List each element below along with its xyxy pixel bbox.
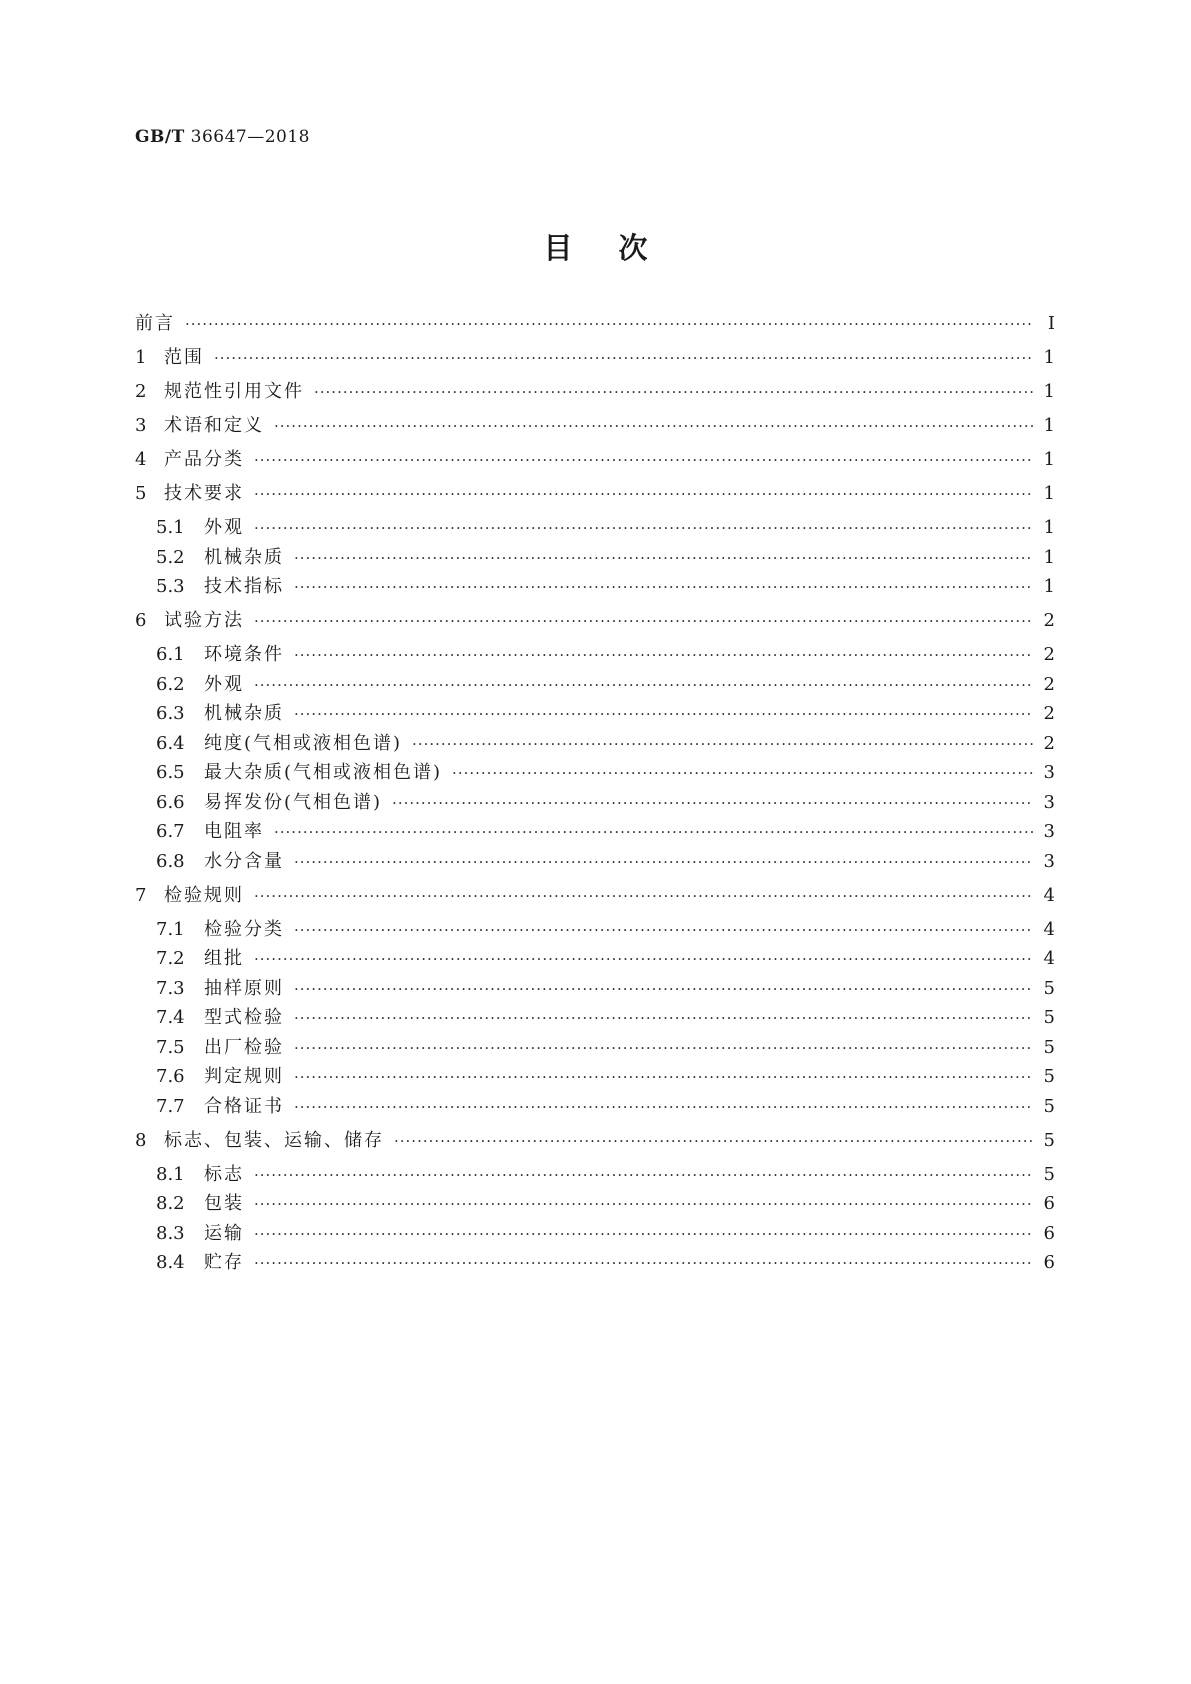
toc-entry-number: 6 — [135, 610, 147, 631]
toc-entry-number: 8.2 — [156, 1193, 185, 1214]
toc-entry[interactable] — [135, 380, 1055, 404]
toc-entry-page: 3 — [1043, 762, 1055, 783]
toc-entry[interactable] — [135, 791, 1055, 815]
toc-entry-label: 机械杂质 — [204, 703, 284, 724]
toc-leader-dots — [254, 884, 1033, 908]
toc-entry[interactable] — [135, 575, 1055, 599]
toc-entry[interactable] — [135, 516, 1055, 540]
toc-entry-label: 机械杂质 — [204, 546, 284, 568]
page-title: 目次 — [543, 231, 694, 265]
toc-entry-label: 标志 — [204, 1163, 244, 1185]
toc-entry-label: 规范性引用文件 — [164, 381, 304, 402]
toc-leader-dots — [294, 850, 1033, 874]
toc-leader-dots — [254, 1222, 1033, 1246]
toc-leader-dots — [274, 820, 1033, 844]
toc-entry-label: 技术要求 — [164, 483, 244, 504]
toc-entry-label: 环境条件 — [204, 644, 284, 665]
toc-leader-dots — [294, 546, 1033, 570]
toc-entry-page: 1 — [1043, 546, 1055, 568]
toc-entry-label: 试验方法 — [164, 610, 244, 631]
toc-entry-number: 6.6 — [156, 791, 185, 813]
toc-entry[interactable] — [135, 1006, 1055, 1030]
toc-entry-page: 1 — [1043, 381, 1055, 402]
toc-leader-dots — [314, 380, 1033, 404]
toc-leader-dots — [412, 732, 1033, 756]
toc-leader-dots — [254, 1163, 1033, 1187]
toc-entry-label: 运输 — [204, 1222, 244, 1244]
standard-prefix: GB/T — [135, 127, 185, 147]
toc-leader-dots — [254, 609, 1033, 633]
toc-entry-number: 8 — [135, 1129, 147, 1151]
toc-entry-page: 1 — [1043, 483, 1055, 504]
toc-leader-dots — [392, 791, 1033, 815]
toc-entry-page: 4 — [1043, 884, 1055, 906]
toc-entry-page: 1 — [1043, 415, 1055, 436]
toc-entry-label: 水分含量 — [204, 850, 284, 872]
toc-leader-dots — [254, 482, 1033, 506]
toc-entry-label: 抽样原则 — [204, 977, 284, 999]
standard-code: 36647—2018 — [190, 127, 310, 147]
toc-entry-number: 2 — [135, 381, 147, 402]
toc-entry-page: 2 — [1043, 732, 1055, 754]
toc-entry[interactable] — [135, 761, 1055, 785]
toc-leader-dots — [214, 346, 1033, 370]
toc-entry[interactable] — [135, 977, 1055, 1001]
toc-entry[interactable] — [135, 1251, 1055, 1275]
toc-entry[interactable] — [135, 414, 1055, 438]
toc-entry-page: 4 — [1043, 948, 1055, 969]
toc-entry[interactable] — [135, 820, 1055, 844]
toc-entry[interactable] — [135, 312, 1055, 336]
toc-entry[interactable] — [135, 643, 1055, 667]
toc-entry-number: 6.2 — [156, 673, 185, 695]
toc-leader-dots — [274, 414, 1033, 438]
toc-leader-dots — [254, 448, 1033, 472]
toc-entry-page: 2 — [1043, 644, 1055, 665]
toc-entry[interactable] — [135, 918, 1055, 942]
toc-entry-label: 判定规则 — [204, 1066, 284, 1087]
toc-entry-label: 检验分类 — [204, 918, 284, 940]
toc-entry-page: 1 — [1043, 347, 1055, 368]
toc-leader-dots — [254, 1192, 1033, 1216]
toc-entry-page: 5 — [1043, 1163, 1055, 1185]
toc-entry-page: 2 — [1043, 610, 1055, 631]
toc-leader-dots — [394, 1129, 1033, 1153]
toc-entry-label: 外观 — [204, 517, 244, 538]
toc-entry-label: 组批 — [204, 948, 244, 969]
toc-entry-number: 6.7 — [156, 821, 185, 842]
toc-entry-number: 8.1 — [156, 1163, 185, 1185]
toc-entry-number: 7.2 — [156, 948, 185, 969]
toc-entry-page: 5 — [1043, 1007, 1055, 1028]
toc-entry-label: 型式检验 — [204, 1007, 284, 1028]
toc-entry-label: 标志、包装、运输、储存 — [164, 1129, 384, 1151]
toc-entry-number: 7.3 — [156, 977, 185, 999]
toc-entry[interactable] — [135, 482, 1055, 506]
toc-entry-label: 外观 — [204, 673, 244, 695]
toc-leader-dots — [254, 516, 1033, 540]
toc-entry-number: 8.4 — [156, 1252, 185, 1273]
toc-entry-number: 7.5 — [156, 1036, 185, 1058]
toc-leader-dots — [294, 702, 1033, 726]
toc-entry-page: Ⅰ — [1047, 313, 1055, 334]
toc-entry-page: 1 — [1043, 449, 1055, 470]
toc-entry-page: 5 — [1043, 1036, 1055, 1058]
toc-entry-label: 贮存 — [204, 1252, 244, 1273]
toc-entry-label: 纯度(气相或液相色谱) — [204, 732, 403, 754]
toc-entry-number: 7.1 — [156, 918, 185, 940]
toc-entry-page: 5 — [1043, 1066, 1055, 1087]
toc-entry-number: 5.3 — [156, 576, 185, 597]
toc-leader-dots — [185, 312, 1033, 336]
toc-entry[interactable] — [135, 546, 1055, 570]
toc-entry[interactable] — [135, 884, 1055, 908]
toc-entry-number: 6.5 — [156, 762, 185, 783]
toc-entry[interactable] — [135, 1095, 1055, 1119]
toc-entry-number: 5.1 — [156, 517, 185, 538]
toc-entry-page: 5 — [1043, 1129, 1055, 1151]
toc-leader-dots — [294, 1036, 1033, 1060]
toc-entry[interactable] — [135, 609, 1055, 633]
toc-entry-page: 2 — [1043, 703, 1055, 724]
toc-entry-number: 3 — [135, 415, 147, 436]
toc-entry[interactable] — [135, 702, 1055, 726]
toc-entry-label: 前言 — [135, 313, 175, 334]
toc-leader-dots — [294, 1006, 1033, 1030]
toc-entry-label: 包装 — [204, 1193, 244, 1214]
toc-leader-dots — [294, 918, 1033, 942]
toc-leader-dots — [294, 643, 1033, 667]
toc-entry[interactable] — [135, 448, 1055, 472]
toc-entry-page: 3 — [1043, 791, 1055, 813]
toc-entry-label: 最大杂质(气相或液相色谱) — [204, 762, 443, 783]
toc-leader-dots — [294, 1095, 1033, 1119]
toc-leader-dots — [294, 1065, 1033, 1089]
toc-entry-number: 6.8 — [156, 850, 185, 872]
toc-leader-dots — [294, 575, 1033, 599]
toc-entry-number: 7.6 — [156, 1066, 185, 1087]
toc-entry-label: 技术指标 — [204, 576, 284, 597]
toc-leader-dots — [294, 977, 1033, 1001]
toc-entry-page: 6 — [1043, 1252, 1055, 1273]
toc-entry-label: 范围 — [164, 347, 204, 368]
toc-leader-dots — [254, 1251, 1033, 1275]
toc-entry[interactable] — [135, 1192, 1055, 1216]
toc-entry-page: 6 — [1043, 1222, 1055, 1244]
toc-leader-dots — [254, 673, 1033, 697]
toc-entry-number: 8.3 — [156, 1222, 185, 1244]
toc-entry-number: 6.3 — [156, 703, 185, 724]
toc-entry[interactable] — [135, 732, 1055, 756]
toc-entry-page: 3 — [1043, 850, 1055, 872]
toc-entry[interactable] — [135, 1222, 1055, 1246]
toc-entry[interactable] — [135, 1036, 1055, 1060]
toc-entry-page: 4 — [1043, 918, 1055, 940]
toc-entry-number: 1 — [135, 347, 147, 368]
toc-entry-number: 5.2 — [156, 546, 185, 568]
toc-entry-number: 7 — [135, 884, 147, 906]
toc-entry-number: 6.1 — [156, 644, 185, 665]
toc-entry-label: 出厂检验 — [204, 1036, 284, 1058]
toc-entry-page: 1 — [1043, 576, 1055, 597]
toc-entry-page: 3 — [1043, 821, 1055, 842]
toc-leader-dots — [452, 761, 1033, 785]
toc-entry-number: 7.7 — [156, 1095, 185, 1117]
toc-entry-page: 5 — [1043, 977, 1055, 999]
toc-entry[interactable] — [135, 947, 1055, 971]
toc-entry-label: 合格证书 — [204, 1095, 284, 1117]
toc-entry[interactable] — [135, 850, 1055, 874]
toc-leader-dots — [254, 947, 1033, 971]
toc-entry-label: 术语和定义 — [164, 415, 264, 436]
toc-entry[interactable] — [135, 346, 1055, 370]
toc-entry-number: 5 — [135, 483, 147, 504]
toc-entry-page: 1 — [1043, 517, 1055, 538]
toc-entry[interactable] — [135, 1065, 1055, 1089]
toc-entry[interactable] — [135, 673, 1055, 697]
toc-entry-page: 2 — [1043, 673, 1055, 695]
toc-entry-label: 易挥发份(气相色谱) — [204, 791, 383, 813]
toc-entry-number: 4 — [135, 449, 147, 470]
standard-number — [135, 127, 310, 147]
toc-entry-label: 检验规则 — [164, 884, 244, 906]
toc-entry-label: 电阻率 — [204, 821, 264, 842]
toc-entry[interactable] — [135, 1129, 1055, 1153]
toc-entry-number: 6.4 — [156, 732, 185, 754]
toc-entry-number: 7.4 — [156, 1007, 185, 1028]
toc-entry-page: 6 — [1043, 1193, 1055, 1214]
toc-entry-page: 5 — [1043, 1095, 1055, 1117]
toc-entry[interactable] — [135, 1163, 1055, 1187]
toc-entry-label: 产品分类 — [164, 449, 244, 470]
